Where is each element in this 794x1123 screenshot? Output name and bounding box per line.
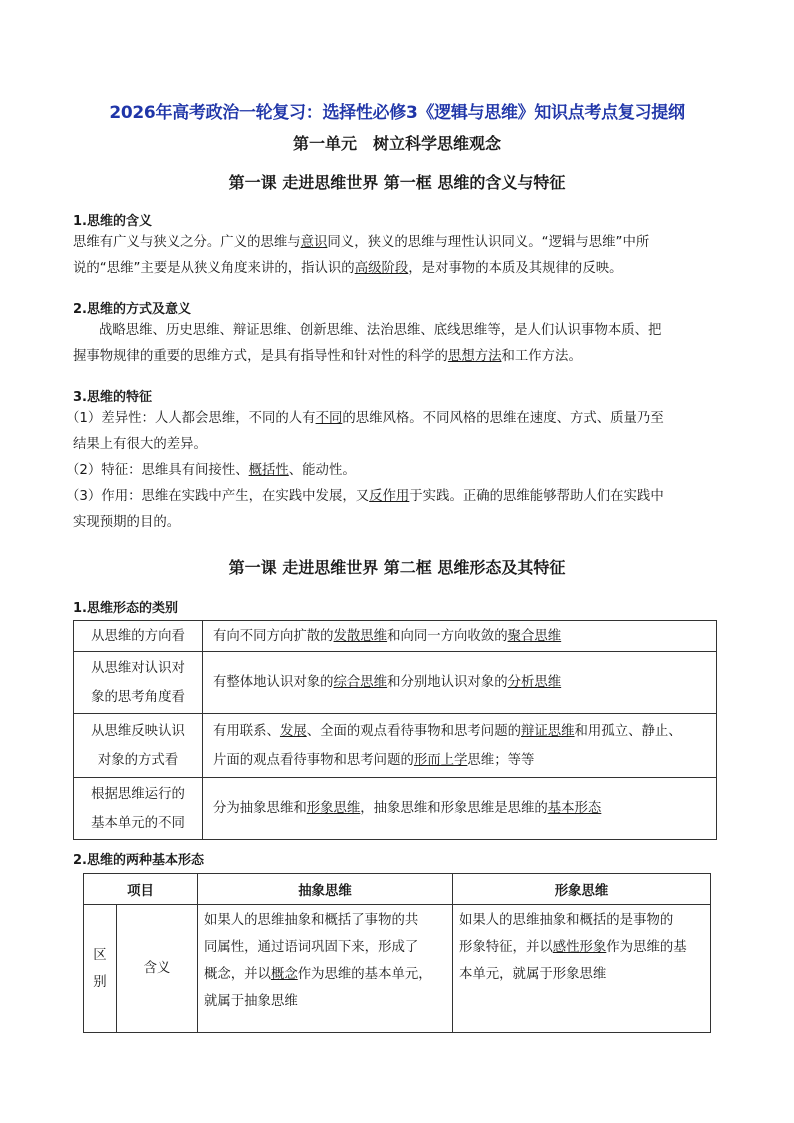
header-image: 形象思维 (453, 874, 711, 905)
table-cell-value: 分为抽象思维和形象思维，抽象思维和形象思维是思维的基本形态 (203, 778, 717, 840)
text-line: 握事物规律的重要的思维方式，是具有指导性和针对性的科学的思想方法和工作方法。 (73, 349, 582, 364)
text-line: 结果上有很大的差异。 (73, 437, 207, 452)
underlined-term: 意识 (300, 235, 328, 250)
underlined-term: 思想方法 (447, 349, 502, 364)
header-abstract: 抽象思维 (198, 874, 453, 905)
text-line: 战略思维、历史思维、辩证思维、创新思维、法治思维、底线思维等，是人们认识事物本质、把 (99, 323, 662, 338)
table-cell-key: 从思维的方向看 (74, 621, 203, 652)
table-cell-value: 有用联系、发展、全面的观点看待事物和思考问题的辩证思维和用孤立、静止、 片面的观点看待事物和思考问题的形而上学思维；等等 (203, 714, 717, 778)
section-title-methods: 2.思维的方式及意义 (73, 302, 191, 317)
categories-table (73, 620, 717, 840)
text-line: 说的“思维”主要是从狭义角度来讲的，指认识的高级阶段，是对事物的本质及其规律的反映。 (73, 261, 623, 276)
image-meaning-cell: 如果人的思维抽象和概括的是事物的 形象特征，并以感性形象作为思维的基 本单元，就属于形象思维 (453, 905, 711, 1033)
table-row (84, 905, 711, 1033)
header-item: 项目 (84, 874, 198, 905)
underlined-term: 高级阶段 (354, 261, 409, 276)
text-line: （2）特征：思维具有间接性、概括性、能动性。 (66, 463, 356, 478)
table-cell-key: 根据思维运行的 基本单元的不同 (74, 778, 203, 840)
table-header-row (84, 874, 711, 905)
section-title-basic-forms: 2.思维的两种基本形态 (73, 853, 204, 868)
meaning-label: 含义 (117, 905, 198, 1033)
table-cell-value: 有向不同方向扩散的发散思维和向同一方向收敛的聚合思维 (203, 621, 717, 652)
paragraph-features (66, 406, 716, 536)
table-cell-key: 从思维对认识对 象的思考角度看 (74, 652, 203, 714)
table-row (74, 621, 717, 652)
text-line: （3）作用：思维在实践中产生，在实践中发展，又反作用于实践。正确的思维能够帮助人们在实践中 (66, 489, 664, 504)
diff-label: 区 别 (84, 905, 117, 1033)
section-title-features: 3.思维的特征 (73, 390, 152, 405)
text-line: 思维有广义与狭义之分。广义的思维与意识同义，狭义的思维与理性认识同义。“逻辑与思维”中所 (73, 235, 650, 250)
table-row (74, 652, 717, 714)
basic-forms-table (83, 873, 711, 1033)
text-line: 实现预期的目的。 (73, 515, 181, 530)
underlined-term: 不同 (315, 411, 343, 426)
section-title-categories: 1.思维形态的类别 (73, 601, 178, 616)
document-title: 2026年高考政治一轮复习：选择性必修3《逻辑与思维》知识点考点复习提纲 (109, 103, 685, 123)
text-line: （1）差异性：人人都会思维，不同的人有不同的思维风格。不同风格的思维在速度、方式、质量乃至 (66, 411, 664, 426)
paragraph-methods (73, 318, 723, 370)
section-title-meaning: 1.思维的含义 (73, 214, 152, 229)
table-cell-key: 从思维反映认识 对象的方式看 (74, 714, 203, 778)
unit-heading: 第一单元 树立科学思维观念 (292, 134, 501, 153)
lesson-heading-1: 第一课 走进思维世界 第一框 思维的含义与特征 (228, 173, 566, 192)
table-row (74, 714, 717, 778)
table-cell-value: 有整体地认识对象的综合思维和分别地认识对象的分析思维 (203, 652, 717, 714)
table-row (74, 778, 717, 840)
lesson-heading-2: 第一课 走进思维世界 第二框 思维形态及其特征 (228, 558, 566, 577)
paragraph-meaning (73, 230, 723, 282)
underlined-term: 概括性 (248, 463, 289, 478)
underlined-term: 反作用 (369, 489, 410, 504)
abstract-meaning-cell: 如果人的思维抽象和概括了事物的共 同属性，通过语词巩固下来，形成了 概念，并以概念作为思维的基本单元， 就属于抽象思维 (198, 905, 453, 1033)
